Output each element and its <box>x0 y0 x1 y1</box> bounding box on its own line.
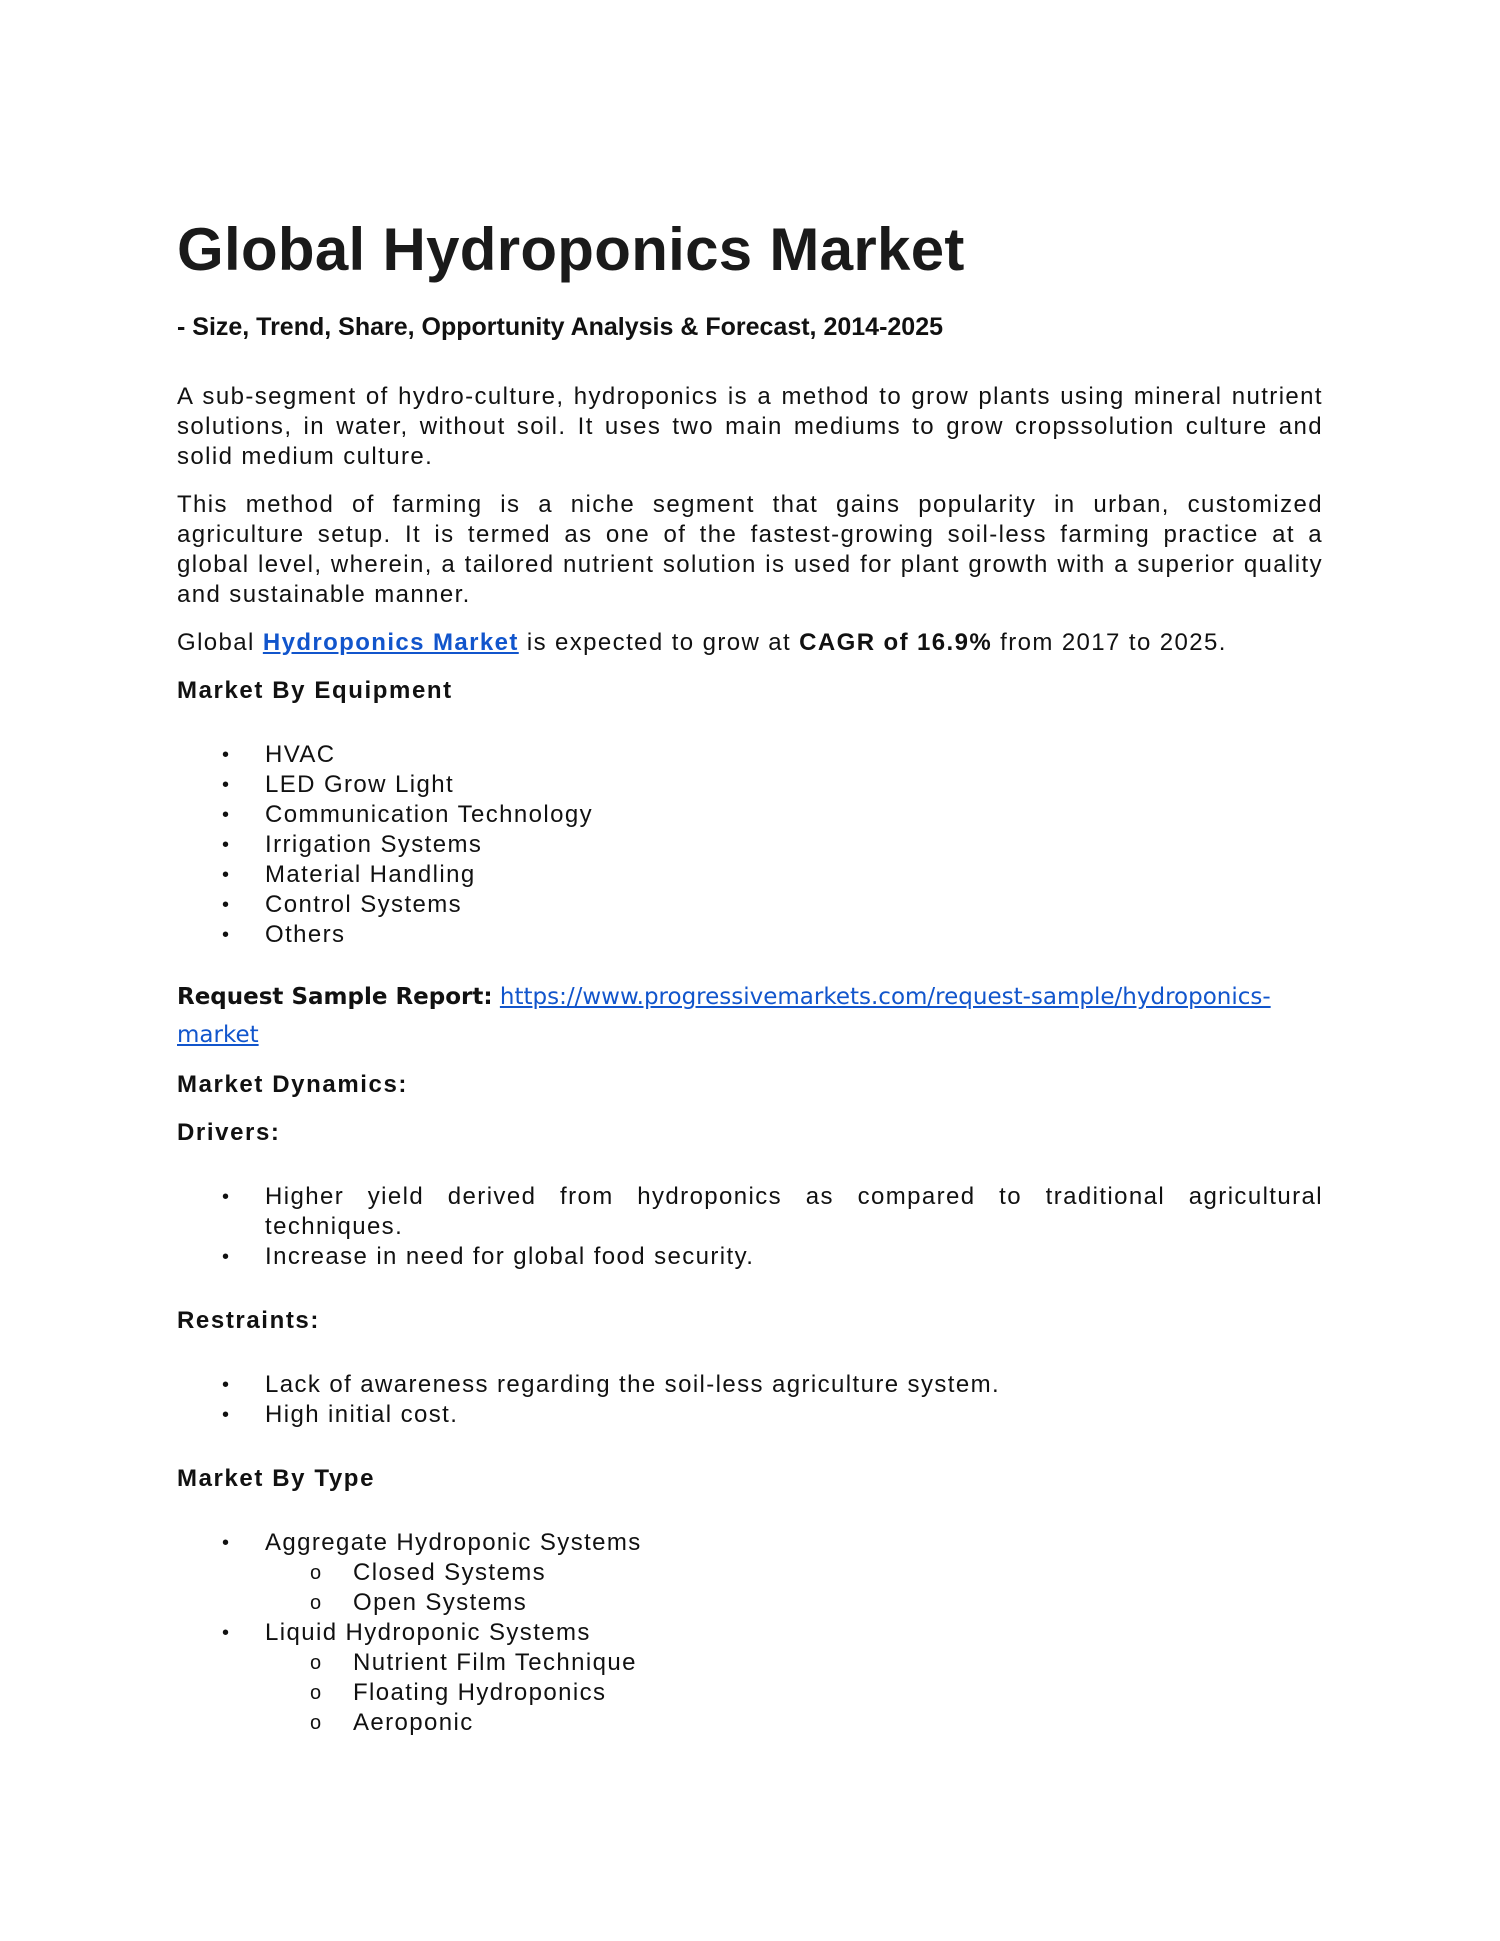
type-list <box>177 1528 1323 1738</box>
type-sublist <box>177 1648 1323 1738</box>
cagr-paragraph <box>177 628 1323 658</box>
bullet-icon: • <box>222 744 231 766</box>
list-item <box>177 1370 1323 1400</box>
list-item <box>177 1558 1323 1588</box>
drivers-heading: Drivers: <box>177 1119 281 1146</box>
list-item <box>177 830 1323 860</box>
list-item <box>177 1182 1323 1242</box>
list-item-text: Lack of awareness regarding the soil-less agriculture system. <box>265 1371 1001 1398</box>
sub-bullet-icon: o <box>310 1712 323 1734</box>
bullet-icon: • <box>222 774 231 796</box>
sub-bullet-icon: o <box>310 1652 323 1674</box>
bullet-icon: • <box>222 864 231 886</box>
bullet-icon: • <box>222 1246 231 1268</box>
request-sample-label: Request Sample Report: <box>177 984 493 1010</box>
type-heading: Market By Type <box>177 1465 376 1492</box>
equipment-list <box>177 740 1323 950</box>
sub-bullet-icon: o <box>310 1562 323 1584</box>
list-item-text: Closed Systems <box>353 1559 546 1586</box>
list-item <box>177 1400 1323 1430</box>
bullet-icon: • <box>222 1622 231 1644</box>
list-item <box>177 860 1323 890</box>
document-page <box>177 214 1323 1738</box>
list-item <box>177 1708 1323 1738</box>
hydroponics-market-link[interactable]: Hydroponics Market <box>262 629 519 656</box>
list-item-text: LED Grow Light <box>265 771 455 798</box>
bullet-icon: • <box>222 1374 231 1396</box>
drivers-list <box>177 1182 1323 1272</box>
list-item-text: Control Systems <box>265 891 463 918</box>
list-item <box>177 1678 1323 1708</box>
sub-bullet-icon: o <box>310 1682 323 1704</box>
bullet-icon: • <box>222 834 231 856</box>
request-sample-link[interactable]: https://www.progressivemarkets.com/request-sample/hydroponics- market <box>177 984 1271 1048</box>
cagr-value: CAGR of 16.9% <box>799 629 993 656</box>
page-title: Global Hydroponics Market <box>177 216 965 283</box>
bullet-icon: • <box>222 1404 231 1426</box>
cagr-prefix: Global <box>177 629 263 656</box>
restraints-list <box>177 1370 1323 1430</box>
request-sample <box>177 978 1323 1054</box>
restraints-heading: Restraints: <box>177 1307 320 1334</box>
list-item-text: High initial cost. <box>265 1401 459 1428</box>
list-item <box>177 770 1323 800</box>
bullet-icon: • <box>222 924 231 946</box>
page-subtitle: - Size, Trend, Share, Opportunity Analysis & Forecast, 2014-2025 <box>177 313 944 341</box>
intro-paragraph: A sub-segment of hydro-culture, hydroponics is a method to grow plants using mineral nutrient solutions, in water, without soil. It uses two main mediums to grow cropssolution culture and solid medium culture. <box>177 383 1323 470</box>
list-item <box>177 1618 1323 1648</box>
list-item-text: Aggregate Hydroponic Systems <box>265 1529 642 1556</box>
equipment-heading: Market By Equipment <box>177 677 453 704</box>
list-item-text: HVAC <box>265 741 336 768</box>
method-paragraph: This method of farming is a niche segment that gains popularity in urban, customized agriculture setup. It is termed as one of the fastest-growing soil-less farming practice at a global level, wherein, a tailored nutrient solution is used for plant growth with a superior quality and sustainable manner. <box>177 491 1323 608</box>
list-item <box>177 1588 1323 1618</box>
dynamics-heading: Market Dynamics: <box>177 1071 409 1098</box>
list-item-text: Higher yield derived from hydroponics as compared to traditional agricultural techniques. <box>265 1183 1323 1240</box>
list-item-text: Communication Technology <box>265 801 593 828</box>
list-item-text: Aeroponic <box>353 1709 474 1736</box>
list-item-text: Others <box>265 921 346 948</box>
bullet-icon: • <box>222 1532 231 1554</box>
bullet-icon: • <box>222 894 231 916</box>
list-item <box>177 800 1323 830</box>
sub-bullet-icon: o <box>310 1592 323 1614</box>
type-sublist <box>177 1558 1323 1618</box>
list-item-text: Material Handling <box>265 861 476 888</box>
list-item <box>177 740 1323 770</box>
list-item <box>177 1528 1323 1558</box>
bullet-icon: • <box>222 804 231 826</box>
bullet-icon: • <box>222 1186 231 1208</box>
list-item-text: Floating Hydroponics <box>353 1679 607 1706</box>
list-item-text: Increase in need for global food security. <box>265 1243 755 1270</box>
list-item-text: Liquid Hydroponic Systems <box>265 1619 591 1646</box>
list-item-text: Open Systems <box>353 1589 528 1616</box>
list-item <box>177 1648 1323 1678</box>
list-item-text: Irrigation Systems <box>265 831 483 858</box>
list-item <box>177 920 1323 950</box>
list-item-text: Nutrient Film Technique <box>353 1649 637 1676</box>
cagr-middle: is expected to grow at <box>518 629 800 656</box>
cagr-suffix: from 2017 to 2025. <box>992 629 1227 656</box>
list-item <box>177 1242 1323 1272</box>
list-item <box>177 890 1323 920</box>
